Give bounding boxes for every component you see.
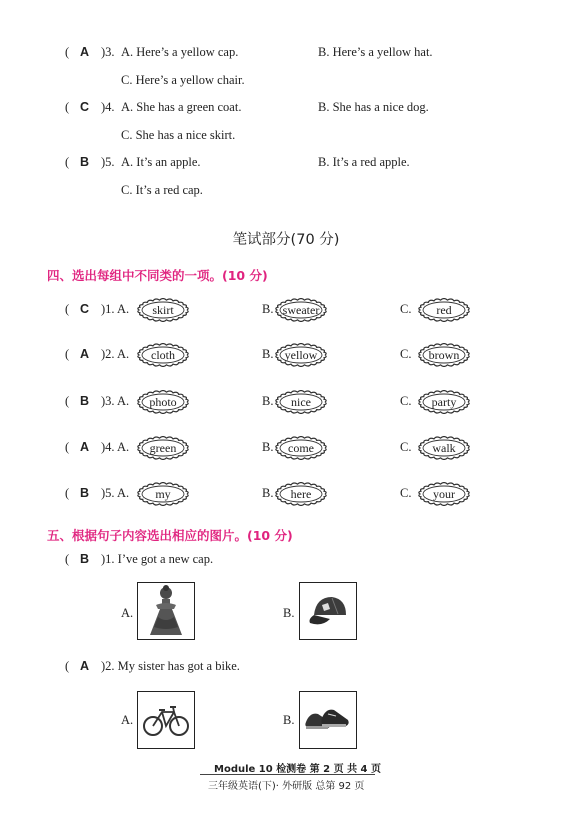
word-text: red bbox=[436, 303, 452, 317]
word-text: walk bbox=[432, 441, 456, 455]
sentence: )1. I’ve got a new cap. bbox=[101, 552, 214, 566]
section-4-row bbox=[0, 394, 572, 422]
option-b-label: B. bbox=[262, 302, 274, 316]
section-4-title: 四、选出每组中不同类的一项。(10 分) bbox=[47, 268, 268, 283]
paren-open: ( bbox=[65, 155, 70, 169]
answer-letter: C bbox=[80, 302, 90, 316]
paren-open: ( bbox=[65, 552, 70, 566]
option-c: C. It’s a red cap. bbox=[121, 183, 203, 197]
option-b-label: B. bbox=[262, 394, 274, 408]
option-a-word bbox=[137, 343, 189, 367]
option-c-label: C. bbox=[400, 440, 412, 454]
item-number: )4. bbox=[101, 100, 115, 114]
option-c-word bbox=[418, 482, 470, 506]
listening-item-5 bbox=[0, 155, 572, 205]
word-text: green bbox=[149, 441, 177, 455]
footer-divider bbox=[200, 774, 375, 775]
answer-letter: B bbox=[80, 552, 90, 566]
option-c: C. Here’s a yellow chair. bbox=[121, 73, 245, 87]
item-number: )5. bbox=[101, 155, 115, 169]
cap-icon bbox=[300, 583, 356, 639]
option-b-word bbox=[275, 298, 327, 322]
option-b-label: B. bbox=[283, 713, 295, 727]
option-a-label: A. bbox=[121, 606, 134, 620]
option-a: A. She has a green coat. bbox=[121, 100, 242, 114]
cap-picture bbox=[299, 582, 357, 640]
answer-letter: B bbox=[80, 394, 90, 408]
item-number: )2. A. bbox=[101, 347, 130, 361]
option-c-word bbox=[418, 343, 470, 367]
sneakers-picture bbox=[299, 691, 357, 749]
option-b-word bbox=[275, 343, 327, 367]
paren-open: ( bbox=[65, 45, 70, 59]
sentence: )2. My sister has got a bike. bbox=[101, 659, 240, 673]
footer-line-2: 三年级英语(下)· 外研版 总第 92 页 bbox=[208, 781, 365, 792]
word-text: nice bbox=[291, 395, 311, 409]
answer-letter: B bbox=[80, 486, 90, 500]
word-text: brown bbox=[428, 348, 460, 362]
option-a: A. Here’s a yellow cap. bbox=[121, 45, 239, 59]
princess-doll-picture bbox=[137, 582, 195, 640]
option-c-word bbox=[418, 298, 470, 322]
section-4-row bbox=[0, 302, 572, 330]
sneakers-icon bbox=[300, 692, 356, 748]
word-text: my bbox=[155, 487, 171, 501]
answer-letter: A bbox=[80, 347, 90, 361]
section-4-row bbox=[0, 486, 572, 514]
item-number: )3. A. bbox=[101, 394, 130, 408]
option-b: B. It’s a red apple. bbox=[318, 155, 410, 169]
word-text: skirt bbox=[152, 303, 174, 317]
answer-letter: C bbox=[80, 100, 90, 114]
paren-open: ( bbox=[65, 659, 70, 673]
option-c-label: C. bbox=[400, 302, 412, 316]
section-5-item-1 bbox=[0, 552, 572, 652]
option-b-word bbox=[275, 482, 327, 506]
option-c-label: C. bbox=[400, 394, 412, 408]
option-c-label: C. bbox=[400, 486, 412, 500]
option-b-word bbox=[275, 436, 327, 460]
listening-item-4 bbox=[0, 100, 572, 150]
option-b-label: B. bbox=[262, 486, 274, 500]
option-b-label: B. bbox=[262, 440, 274, 454]
word-text: cloth bbox=[151, 348, 175, 362]
word-text: yellow bbox=[284, 348, 318, 362]
paren-open: ( bbox=[65, 394, 70, 408]
option-c-word bbox=[418, 436, 470, 460]
word-text: party bbox=[431, 395, 457, 409]
item-number: )1. A. bbox=[101, 302, 130, 316]
option-b-label: B. bbox=[262, 347, 274, 361]
option-c: C. She has a nice skirt. bbox=[121, 128, 236, 142]
word-text: come bbox=[288, 441, 314, 455]
item-number: )5. A. bbox=[101, 486, 130, 500]
option-a-label: A. bbox=[121, 713, 134, 727]
answer-letter: A bbox=[80, 659, 90, 673]
word-text: sweater bbox=[282, 303, 320, 317]
word-text: here bbox=[290, 487, 312, 501]
option-a-word bbox=[137, 482, 189, 506]
answer-letter: A bbox=[80, 45, 90, 59]
option-c-word bbox=[418, 390, 470, 414]
paren-open: ( bbox=[65, 347, 70, 361]
option-b: B. She has a nice dog. bbox=[318, 100, 429, 114]
paren-open: ( bbox=[65, 302, 70, 316]
answer-letter: B bbox=[80, 155, 90, 169]
answer-letter: A bbox=[80, 440, 90, 454]
option-b: B. Here’s a yellow hat. bbox=[318, 45, 433, 59]
section-5-item-2 bbox=[0, 659, 572, 759]
option-a-word bbox=[137, 436, 189, 460]
paren-open: ( bbox=[65, 100, 70, 114]
princess-doll-icon bbox=[138, 583, 194, 639]
footer-line-1: Module 10 检测卷 第 2 页 共 4 页 bbox=[214, 764, 381, 775]
option-b-word bbox=[275, 390, 327, 414]
word-text: your bbox=[433, 487, 455, 501]
option-a-word bbox=[137, 390, 189, 414]
option-c-label: C. bbox=[400, 347, 412, 361]
bicycle-icon bbox=[138, 692, 194, 748]
option-a: A. It’s an apple. bbox=[121, 155, 201, 169]
section-4-row bbox=[0, 440, 572, 468]
section-4-row bbox=[0, 347, 572, 375]
option-a-word bbox=[137, 298, 189, 322]
listening-item-3 bbox=[0, 45, 572, 95]
bicycle-picture bbox=[137, 691, 195, 749]
section-5-title: 五、根据句子内容选出相应的图片。(10 分) bbox=[47, 528, 293, 543]
paren-open: ( bbox=[65, 486, 70, 500]
paren-open: ( bbox=[65, 440, 70, 454]
item-number: )3. bbox=[101, 45, 115, 59]
option-b-label: B. bbox=[283, 606, 295, 620]
word-text: photo bbox=[149, 395, 177, 409]
item-number: )4. A. bbox=[101, 440, 130, 454]
written-part-heading: 笔试部分(70 分) bbox=[232, 232, 340, 248]
